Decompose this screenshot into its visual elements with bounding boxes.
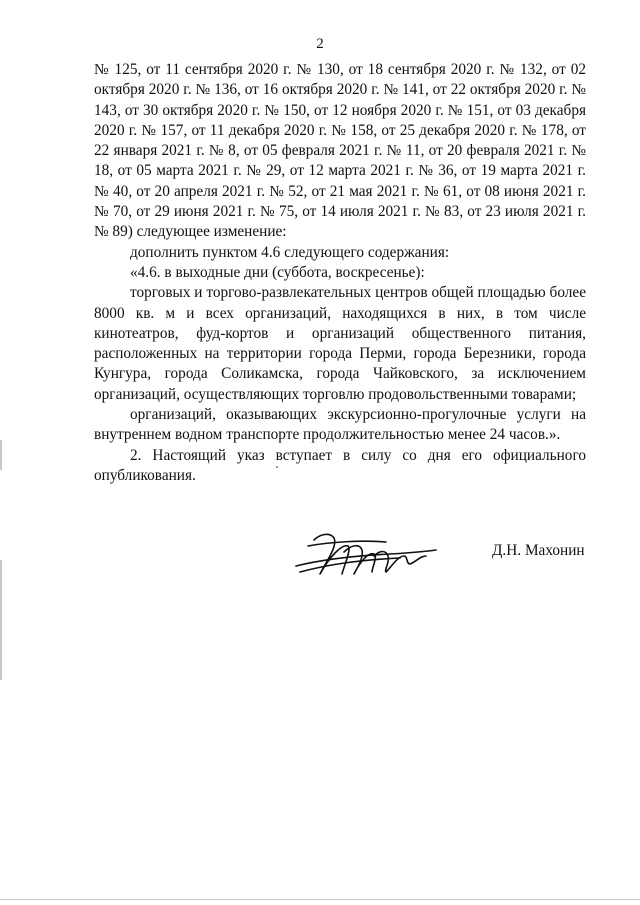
paragraph-effective-date: 2. Настоящий указ вступает в силу со дня его официального опубликования. bbox=[94, 446, 586, 484]
handwritten-signature bbox=[290, 526, 440, 582]
paragraph-shopping-centers: торговых и торгово-развлекательных центров общей площадью более 8000 кв. м и всех организаций, находящихся в них, в том числе кинотеатров, фуд-кортов и организаций общественного питания, расположенных на территории города Перми, города Березники, города Кунгура, города Соликамска, города Чайковского, за исключением организаций, осуществляющих торговлю продовольственными товарами; bbox=[94, 284, 586, 403]
paragraph-decree-list: № 125, от 11 сентября 2020 г. № 130, от 18 сентября 2020 г. № 132, от 02 октября 2020 г. № 136, от 16 октября 2020 г. № 141, от 22 октября 2020 г. № 143, от 30 октября 2020 г. № 150, от 12 ноября 2020 г. № 151, от 03 декабря 2020 г. № 157, от 11 декабря 2020 г. № 158, от 25 декабря 2020 г. № 178, от 22 января 2021 г. № 8, от 05 февраля 2021 г. № 11, от 20 февраля 2021 г. № 18, от 05 марта 2021 г. № 29, от 12 марта 2021 г. № 36, от 19 марта 2021 г. № 40, от 20 апреля 2021 г. № 52, от 21 мая 2021 г. № 61, от 08 июня 2021 г. № 70, от 29 июня 2021 г. № 75, от 14 июля 2021 г. № 83, от 23 июля 2021 г. № 89) следующее изменение: bbox=[94, 61, 586, 241]
page-number: 2 bbox=[316, 36, 324, 52]
paragraph-amendment-intro: дополнить пунктом 4.6 следующего содержания: bbox=[130, 243, 450, 261]
signer-name: Д.Н. Махонин bbox=[492, 542, 585, 559]
scan-edge-bottom bbox=[0, 899, 640, 900]
scan-edge-left bbox=[0, 440, 2, 470]
signature-block bbox=[0, 520, 640, 590]
scan-edge-left-lower bbox=[0, 560, 2, 680]
paragraph-excursion-services: организаций, оказывающих экскурсионно-прогулочные услуги на внутреннем водном транспорте продолжительностью менее 24 часов.». bbox=[94, 406, 586, 444]
scan-artifact-dot bbox=[276, 466, 278, 468]
paragraph-item-4-6-heading: «4.6. в выходные дни (суббота, воскресенье): bbox=[130, 263, 425, 281]
document-body bbox=[94, 60, 586, 486]
